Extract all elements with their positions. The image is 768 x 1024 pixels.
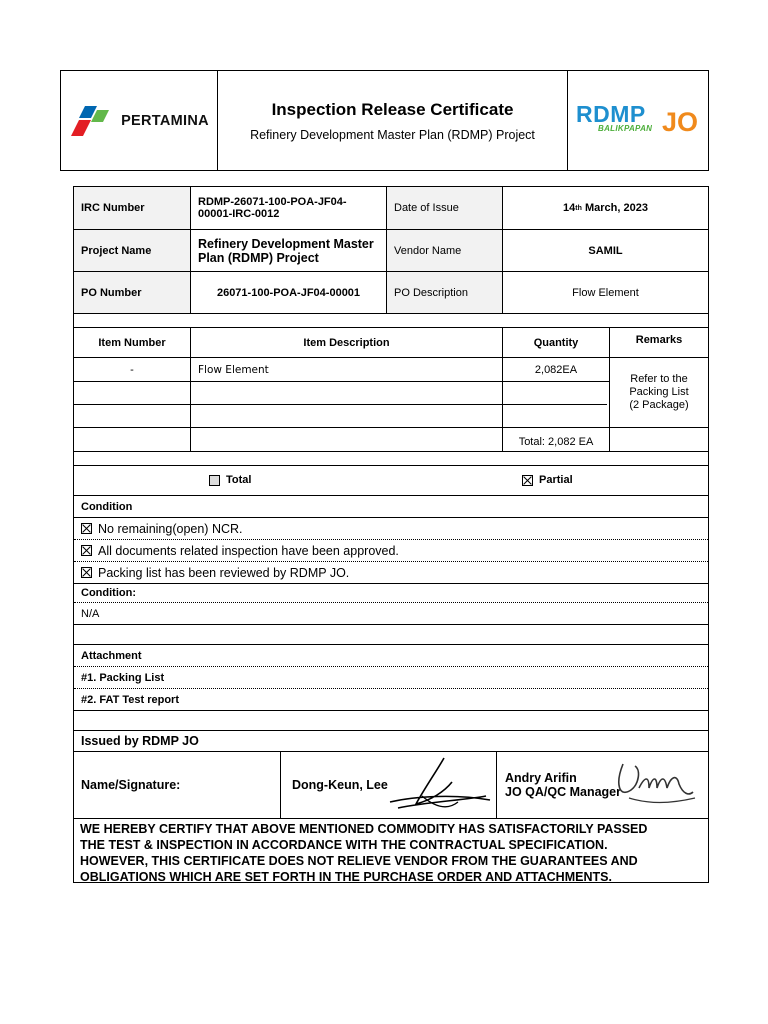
item-number-cell: -	[130, 363, 134, 376]
condition2-value: N/A	[81, 607, 100, 620]
rdmp-logo-text: RDMP	[576, 100, 646, 127]
header-title-block	[218, 71, 568, 170]
po-number-label: PO Number	[74, 272, 190, 313]
attachment-item-row	[74, 666, 708, 688]
attachment-label: Attachment	[81, 649, 142, 662]
vendor-name-value: SAMIL	[502, 230, 708, 271]
condition2-header-row	[74, 583, 708, 602]
attachment-item-row	[74, 688, 708, 710]
po-description-label: PO Description	[386, 272, 502, 313]
pertamina-wordmark: PERTAMINA	[121, 112, 209, 129]
irc-number-value: RDMP-26071-100-POA-JF04- 00001-IRC-0012	[190, 187, 386, 229]
condition-checkbox[interactable]	[81, 523, 92, 534]
irc-number-label: IRC Number	[74, 187, 190, 229]
signer1-signature-icon	[386, 752, 496, 814]
page-title: Inspection Release Certificate	[271, 99, 514, 119]
col-remarks: Remarks	[609, 328, 708, 357]
signer2-name: Andry Arifin	[505, 771, 577, 785]
item-quantity-cell: 2,082EA	[502, 358, 609, 381]
po-description-value: Flow Element	[502, 272, 708, 313]
attachment-item: #1. Packing List	[81, 671, 165, 684]
condition-header-row	[74, 495, 708, 517]
name-signature-label: Name/Signature:	[81, 778, 181, 792]
signer2-title: JO QA/QC Manager	[505, 785, 621, 799]
attachment-header-row	[74, 644, 708, 666]
items-header-row	[74, 327, 708, 357]
project-row	[74, 229, 708, 271]
signer2-signature-icon	[609, 754, 699, 810]
issued-by-label: Issued by RDMP JO	[81, 734, 199, 748]
release-type-row	[74, 465, 708, 495]
date-issue-label: Date of Issue	[386, 187, 502, 229]
table-row	[74, 427, 708, 451]
col-item-description: Item Description	[190, 328, 502, 357]
spacer-row	[74, 451, 708, 465]
total-checkbox[interactable]	[209, 475, 220, 486]
po-number-value: 26071-100-POA-JF04-00001	[190, 272, 386, 313]
spacer-row	[74, 710, 708, 730]
project-name-label: Project Name	[74, 230, 190, 271]
release-partial-option[interactable]: Partial	[522, 474, 573, 486]
table-row	[74, 404, 607, 427]
vendor-name-label: Vendor Name	[386, 230, 502, 271]
irc-row	[74, 187, 708, 229]
issued-by-row	[74, 730, 708, 751]
attachment-item: #2. FAT Test report	[81, 693, 180, 706]
condition-item-row: All documents related inspection have been approved.	[74, 539, 708, 561]
pertamina-mark-icon	[69, 104, 115, 138]
release-total-option[interactable]: Total	[209, 474, 251, 486]
condition-checkbox[interactable]	[81, 545, 92, 556]
certify-statement: WE HEREBY CERTIFY THAT ABOVE MENTIONED COMMODITY HAS SATISFACTORILY PASSED THE TEST & INSPECTION IN ACCORDANCE WITH THE CONTRACTUAL SPECIFICATION. HOWEVER, THIS CERTIFICATE DOES NOT RELIEVE VENDOR FROM THE GUARANTEES AND OBLIGATIONS WHICH ARE SET FORTH IN THE PURCHASE ORDER AND ATTACHMENTS.	[80, 822, 648, 884]
condition2-label: Condition:	[81, 587, 136, 599]
item-description-cell: Flow Element	[190, 358, 502, 381]
certificate-form	[73, 186, 709, 883]
total-quantity: Total: 2,082 EA	[502, 428, 609, 451]
signature-row	[74, 751, 708, 818]
spacer-row	[74, 313, 708, 327]
spacer-row	[74, 624, 708, 644]
remarks-cell: Refer to the Packing List (2 Package)	[609, 357, 708, 427]
partial-checkbox[interactable]	[522, 475, 533, 486]
certify-row	[74, 818, 708, 884]
condition-label: Condition	[81, 500, 133, 513]
condition-checkbox[interactable]	[81, 567, 92, 578]
date-issue-value: 14 th March, 2023	[502, 187, 708, 229]
condition-item-row: No remaining(open) NCR.	[74, 517, 708, 539]
condition-item-row: Packing list has been reviewed by RDMP JO.	[74, 561, 708, 583]
po-row	[74, 271, 708, 313]
project-name-value: Refinery Development Master Plan (RDMP) Project	[190, 230, 386, 271]
signer1-name: Dong-Keun, Lee	[280, 752, 496, 818]
jo-logo-text: JO	[662, 106, 699, 137]
rdmp-jo-logo	[568, 71, 708, 170]
balikpapan-logo-text: BALIKPAPAN	[598, 123, 653, 133]
certificate-header	[60, 70, 709, 171]
col-quantity: Quantity	[502, 328, 609, 357]
col-item-number: Item Number	[98, 336, 166, 349]
pertamina-logo	[61, 71, 218, 170]
condition2-value-row	[74, 602, 708, 624]
page-subtitle: Refinery Development Master Plan (RDMP) Project	[250, 127, 535, 142]
